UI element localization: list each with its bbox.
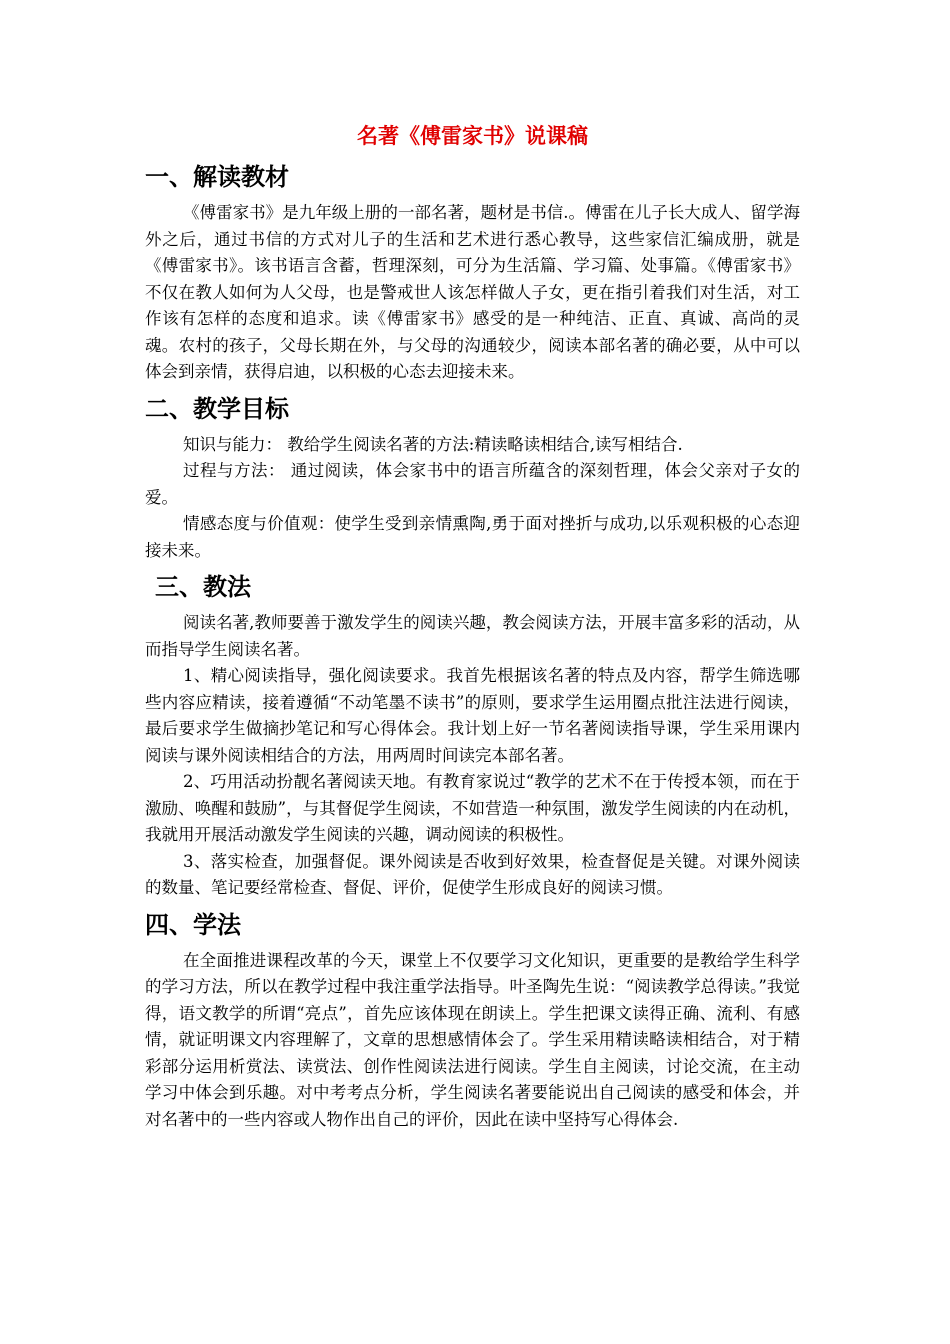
paragraph: 《傅雷家书》是九年级上册的一部名著，题材是书信.。傅雷在儿子长大成人、留学海外之后，通过书信的方式对儿子的生活和艺术进行悉心教导，这些家信汇编成册，就是《傅雷家书》。该书语言含蓄，哲理深刻，可分为生活篇、学习篇、处事篇。《傅雷家书》不仅在教人如何为人父母，也是警戒世人该怎样做人子女，更在指引着我们对生活，对工作该有怎样的态度和追求。读《傅雷家书》感受的是一种纯洁、正直、真诚、高尚的灵魂。农村的孩子，父母长期在外，与父母的沟通较少，阅读本部名著的确必要，从中可以体会到亲情，获得启迪，以积极的心态去迎接未来。 [145, 203, 800, 381]
paragraph: 在全面推进课程改革的今天，课堂上不仅要学习文化知识，更重要的是教给学生科学的学习方法，所以在教学过程中我注重学法指导。叶圣陶先生说：“阅读教学总得读。”我觉得，语文教学的所谓“亮点”，首先应该体现在朗读上。学生把课文读得正确、流利、有感情，就证明课文内容理解了，文章的思想感情体会了。学生采用精读略读相结合，对于精彩部分运用析赏法、读赏法、创作性阅读法进行阅读。学生自主阅读，讨论交流，在主动学习中体会到乐趣。对中考考点分析，学生阅读名著要能说出自己阅读的感受和体会，并对名著中的一些内容或人物作出自己的评价，因此在读中坚持写心得体会. [145, 950, 800, 1129]
paragraph: 2、巧用活动扮靓名著阅读天地。有教育家说过“教学的艺术不在于传授本领，而在于激励、唤醒和鼓励”，与其督促学生阅读，不如营造一种氛围，激发学生阅读的内在动机，我就用开展活动激发学生阅读的兴趣，调动阅读的积极性。 [145, 772, 800, 844]
section-teaching-goals [145, 392, 800, 565]
paragraph: 知识与能力： 教给学生阅读名著的方法:精读略读相结合,读写相结合. [183, 434, 683, 454]
section-interpretation [145, 160, 800, 386]
paragraph: 1、精心阅读指导，强化阅读要求。我首先根据该名著的特点及内容，帮学生筛选哪些内容应精读，接着遵循“不动笔墨不读书”的原则，要求学生运用圈点批注法进行阅读，最后要求学生做摘抄笔记和写心得体会。我计划上好一节名著阅读指导课，学生采用课内阅读与课外阅读相结合的方法，用两周时间读完本部名著。 [145, 666, 800, 765]
section-teaching-methods [145, 570, 800, 902]
paragraph: 阅读名著,教师要善于激发学生的阅读兴趣，教会阅读方法，开展丰富多彩的活动，从而指导学生阅读名著。 [145, 613, 800, 659]
section-heading: 二、教学目标 [145, 394, 289, 423]
section-heading: 三、教法 [155, 573, 251, 601]
section-learning-methods [145, 908, 800, 1134]
section-heading: 一、解读教材 [145, 163, 289, 191]
paragraph: 过程与方法： 通过阅读，体会家书中的语言所蕴含的深刻哲理，体会父亲对子女的爱。 [145, 461, 800, 507]
paragraph: 3、落实检查，加强督促。课外阅读是否收到好效果，检查督促是关键。对课外阅读的数量、笔记要经常检查、督促、评价，促使学生形成良好的阅读习惯。 [145, 851, 800, 897]
paragraph: 情感态度与价值观：使学生受到亲情熏陶,勇于面对挫折与成功,以乐观积极的心态迎接未来。 [145, 514, 800, 560]
section-heading: 四、学法 [145, 910, 241, 939]
document-title: 名著《傅雷家书》说课稿 [357, 124, 588, 148]
